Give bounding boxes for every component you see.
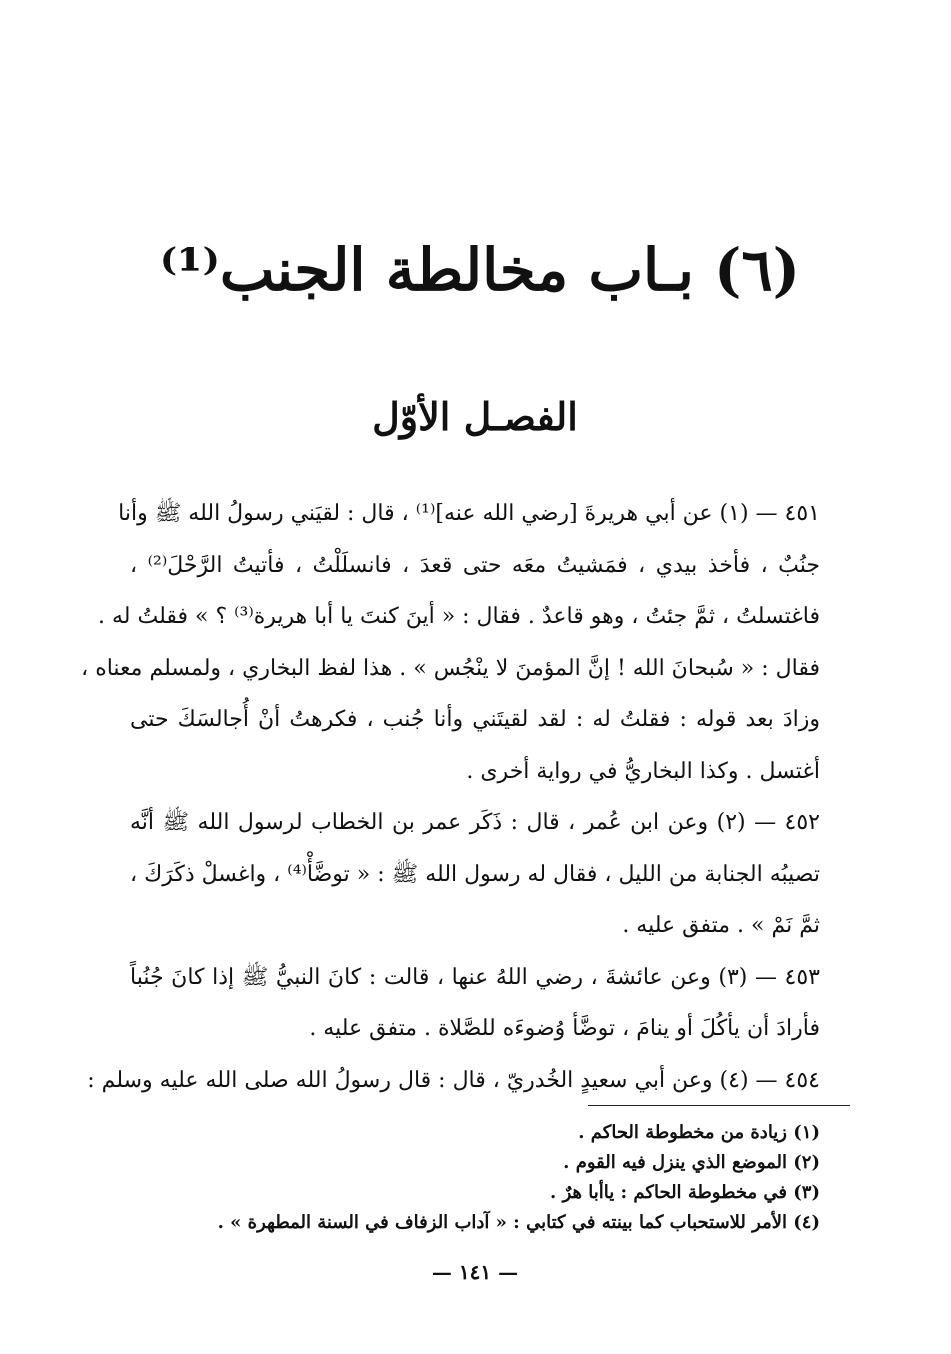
text-line: ٤٥٣ — (٣) وعن عائشةَ ، رضي اللهُ عنها ، قالت : كانَ النبيُّ ﷺ إذا كانَ جُنُباً bbox=[130, 964, 820, 990]
text-line: تصيبُه الجنابة من الليل ، فقال له رسول الله ﷺ : « توضَّأْ⁽⁴⁾ ، واغسلْ ذكَرَكَ ، bbox=[130, 861, 820, 887]
footnote: (٢) الموضع الذي ينزل فيه القوم . bbox=[563, 1152, 820, 1173]
text-line: فقال : « سُبحانَ الله ! إنَّ المؤمنَ لا ينْجُس » . هذا لفظ البخاري ، ولمسلم معناه ، bbox=[81, 655, 820, 681]
text-line: ٤٥١ — (١) عن أبي هريرةَ [رضي الله عنه]⁽¹⁾ ، قال : لقيَني رسولُ الله ﷺ وأنا bbox=[118, 501, 820, 526]
page-number: — ١٤١ — bbox=[431, 1260, 519, 1284]
footnote: (٣) في مخطوطة الحاكم : ياأبا هرٌ . bbox=[550, 1182, 820, 1203]
footnote: (٤) الأمر للاستحباب كما بينته في كتابي : « آداب الزفاف في السنة المطهرة » . bbox=[217, 1212, 820, 1233]
section-title: الفصـل الأوّل bbox=[372, 394, 578, 439]
text-line: ٤٥٤ — (٤) وعن أبي سعيدٍ الخُدريّ ، قال : قال رسولُ الله صلى الله عليه وسلم : bbox=[87, 1067, 820, 1093]
hadith-text bbox=[81, 488, 820, 1106]
text-line: ثمَّ نَمْ » . متفق عليه . bbox=[622, 913, 820, 938]
footnote-divider bbox=[588, 1105, 850, 1106]
chapter-title: (٦) بـاب مخالطة الجنب⁽¹⁾ bbox=[159, 236, 801, 304]
text-line: وزادَ بعد قوله : فقلتُ له : لقد لقيتَني وأنا جُنب ، فكرهتُ أنْ أُجالسَكَ حتى bbox=[130, 707, 820, 732]
text-line: فاغتسلتُ ، ثمَّ جئتُ ، وهو قاعدٌ . فقال : « أينَ كنتَ يا أبا هريرة⁽³⁾ ؟ » فقلتُ له . bbox=[97, 604, 820, 629]
footnotes bbox=[217, 1118, 820, 1238]
footnote: (١) زيادة من مخطوطة الحاكم . bbox=[578, 1122, 820, 1143]
text-line: أغتسل . وكذا البخاريُّ في رواية أخرى . bbox=[466, 758, 820, 784]
text-line: جنُبٌ ، فأخذ بيدي ، فمَشيتُ معَه حتى قعدَ ، فانسلَلْتُ ، فأتيتُ الرَّحْلَ⁽²⁾ ، bbox=[130, 552, 820, 578]
text-line: فأرادَ أن يأكُلَ أو ينامَ ، توضَّأ وُضوءَه للصَّلاة . متفق عليه . bbox=[309, 1016, 820, 1041]
text-line: ٤٥٢ — (٢) وعن ابن عُمر ، قال : ذَكَر عمر بن الخطاب لرسول الله ﷺ أنَّه bbox=[130, 810, 820, 835]
